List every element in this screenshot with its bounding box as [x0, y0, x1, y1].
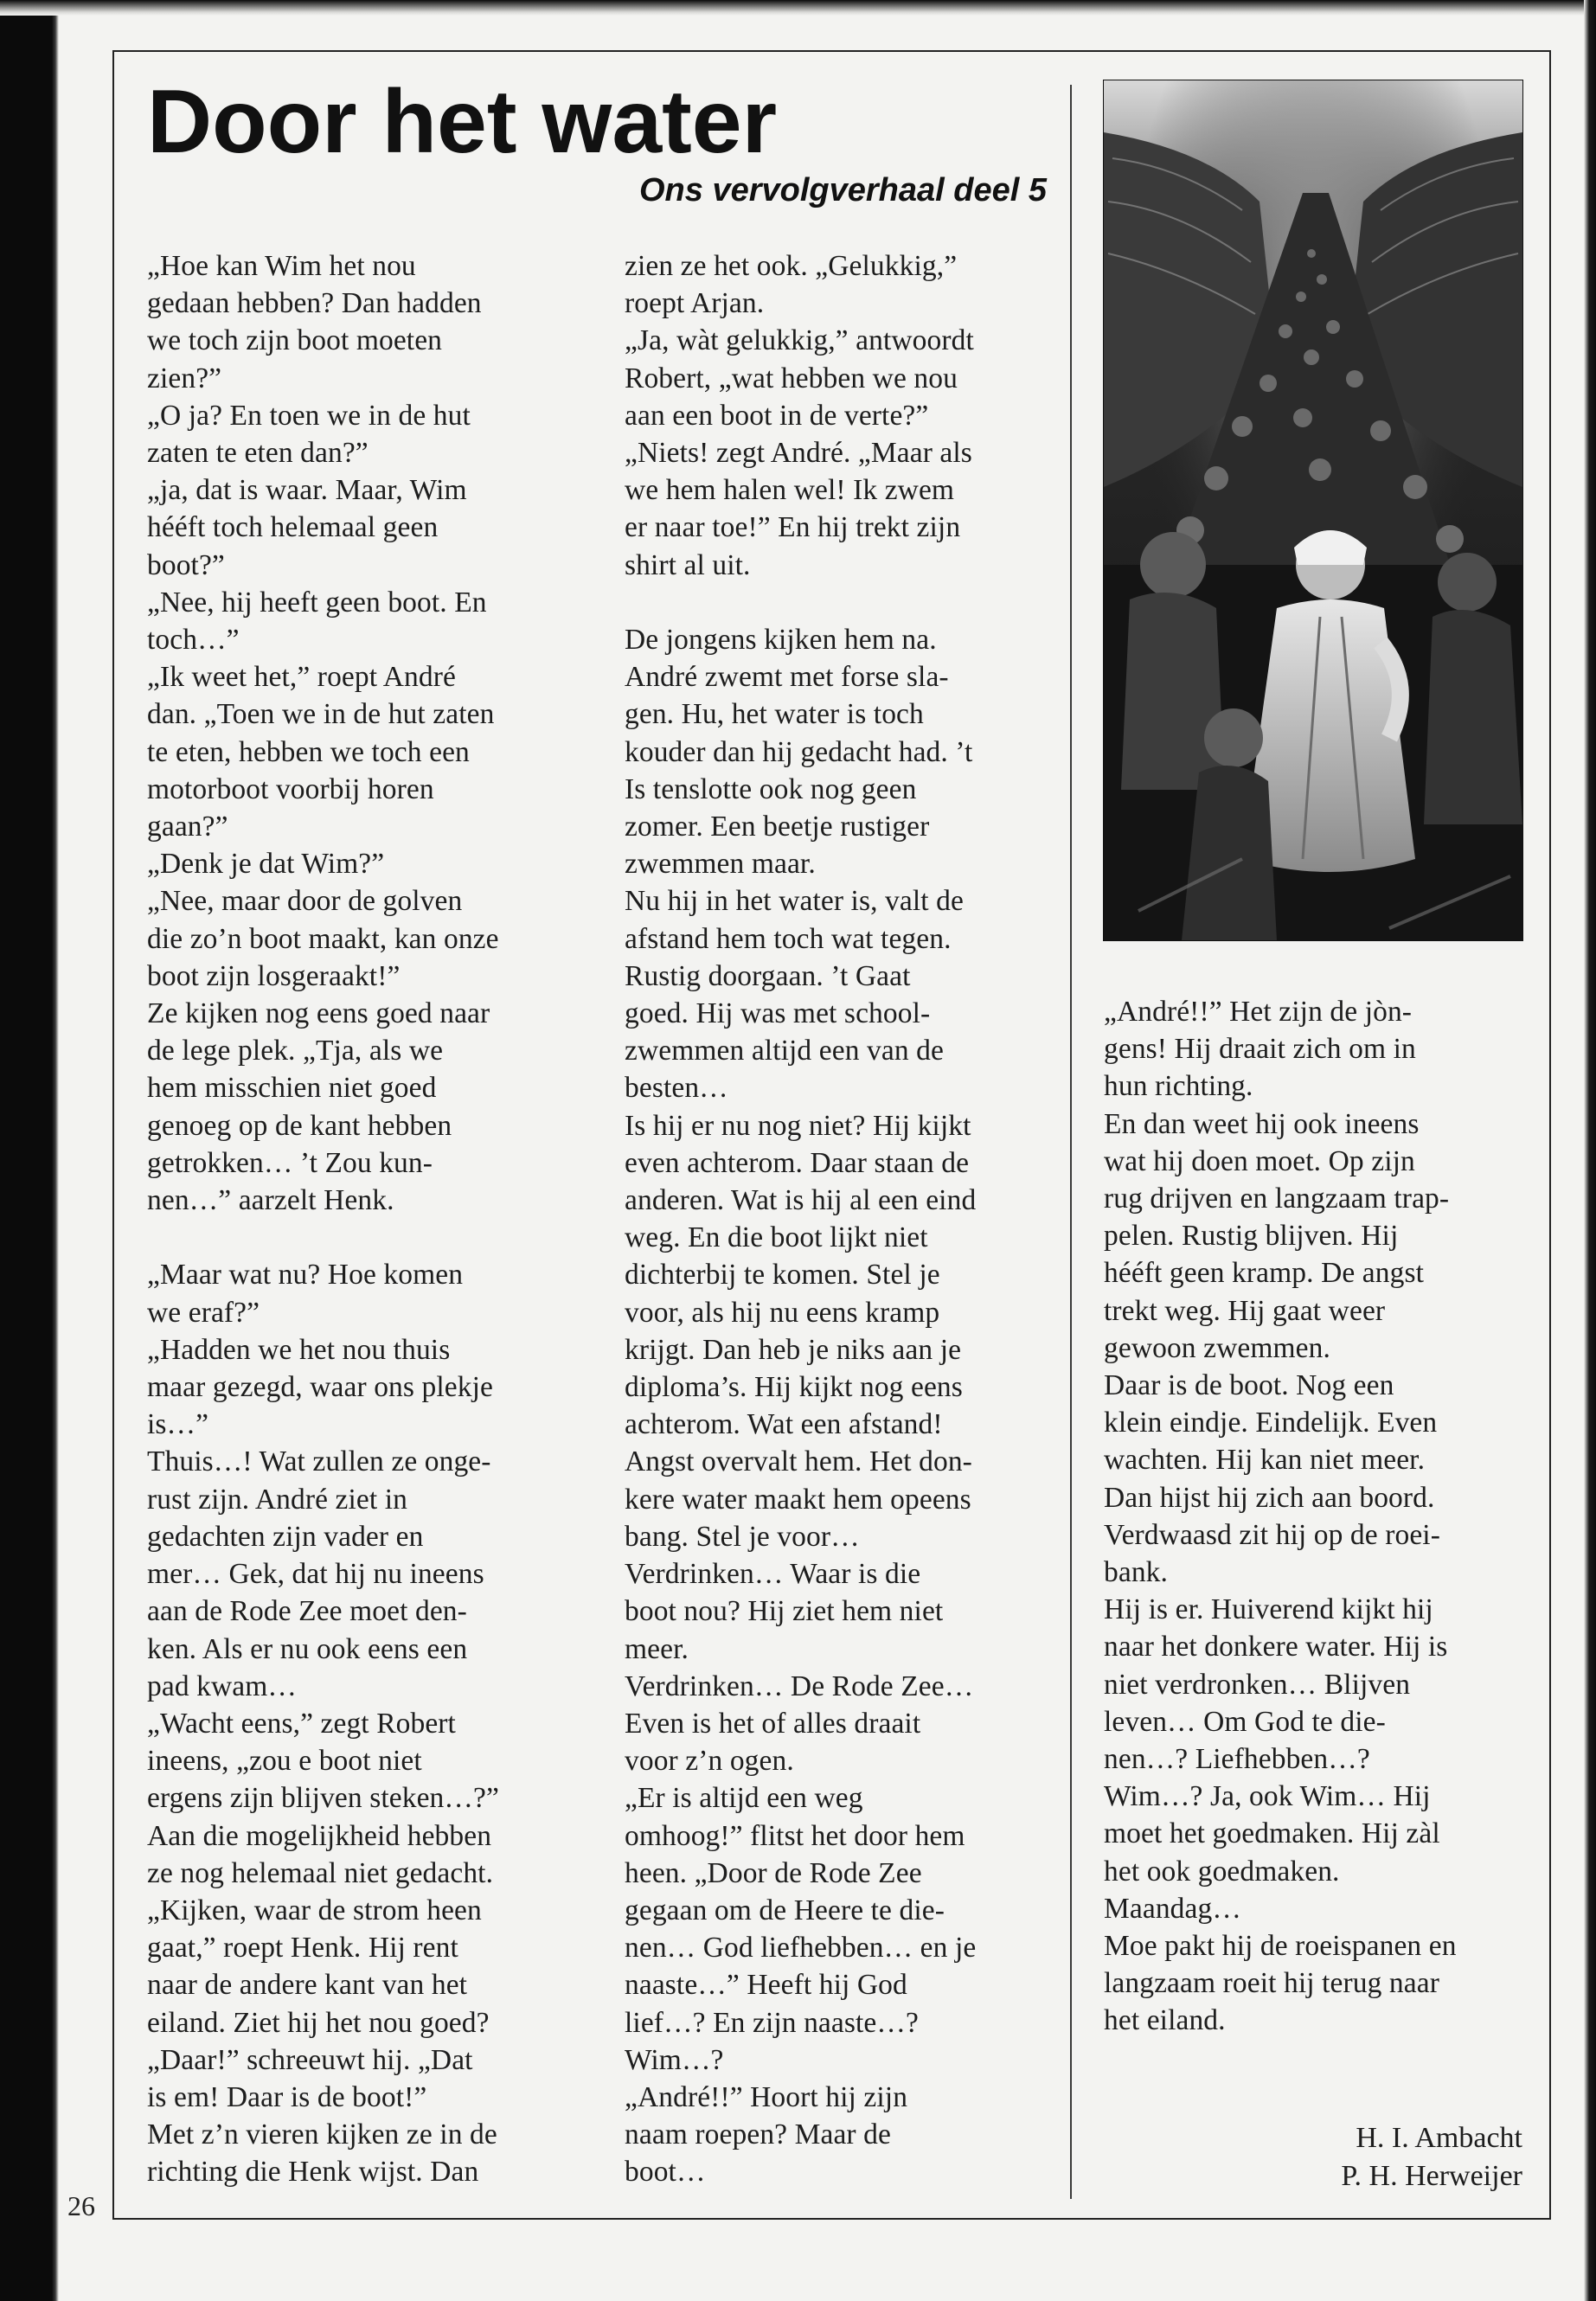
text-line: kouder dan hij gedacht had. ’t: [625, 735, 973, 768]
article-subtitle: Ons vervolgverhaal deel 5: [638, 172, 1047, 208]
text-line: naaste…” Heeft hij God: [625, 1969, 907, 2002]
text-line: zien ze het ook. „Gelukkig,”: [625, 250, 958, 282]
text-line: Aan die mogelijkheid hebben: [147, 1819, 492, 1852]
text-line: wachten. Hij kan niet meer.: [1104, 1444, 1426, 1477]
text-line: „Nee, maar door de golven: [147, 885, 463, 918]
text-line: zomer. Een beetje rustiger: [625, 811, 930, 843]
text-line: Is hij er nu nog niet? Hij kijkt: [625, 1109, 971, 1142]
text-line: Met z’n vieren kijken ze in de: [147, 2118, 497, 2151]
text-line: heen. „Door de Rode Zee: [625, 1856, 922, 1889]
text-line: goed. Hij was met school-: [625, 997, 931, 1030]
text-line: „ja, dat is waar. Maar, Wim: [147, 474, 467, 507]
text-line: Nu hij in het water is, valt de: [625, 885, 964, 918]
text-line: „Hoe kan Wim het nou: [147, 250, 416, 282]
text-column-2: [625, 247, 1048, 2191]
page-number: 26: [67, 2190, 95, 2221]
text-line: Hij is er. Huiverend kijkt hij: [1104, 1593, 1433, 1626]
text-line: diploma’s. Hij kijkt nog eens: [625, 1371, 963, 1404]
text-line: nen… God liefhebben… en je: [625, 1932, 977, 1965]
text-line: Rustig doorgaan. ’t Gaat: [625, 959, 911, 992]
text-line: gedachten zijn vader en: [147, 1520, 424, 1553]
text-line: we toch zijn boot moeten: [147, 324, 443, 357]
text-line: gegaan om de Heere te die-: [625, 1894, 945, 1926]
text-line: wat hij doen moet. Op zijn: [1104, 1144, 1415, 1177]
text-line: ineens, „zou e boot niet: [147, 1745, 422, 1778]
text-line: „Ja, wàt gelukkig,” antwoordt: [625, 324, 974, 357]
text-line: „André!!” Hoort hij zijn: [625, 2080, 908, 2113]
text-line: „Nee, hij heeft geen boot. En: [147, 586, 487, 619]
text-line: er naar toe!” En hij trekt zijn: [625, 511, 961, 544]
text-line: langzaam roeit hij terug naar: [1104, 1967, 1439, 2000]
text-line: „Er is altijd een weg: [625, 1782, 863, 1815]
text-line: pelen. Rustig blijven. Hij: [1104, 1220, 1399, 1253]
text-line: hééft geen kramp. De angst: [1104, 1257, 1425, 1290]
text-line: „Ik weet het,” roept André: [147, 661, 456, 694]
text-line: gens! Hij draait zich om in: [1104, 1033, 1416, 1066]
text-line: zwemmen maar.: [625, 848, 816, 881]
text-line: richting die Henk wijst. Dan: [147, 2156, 479, 2189]
text-line: Daar is de boot. Nog een: [1104, 1369, 1394, 1402]
text-line: pad kwam…: [147, 1670, 298, 1702]
scan-edge-left: [0, 0, 59, 2301]
text-line: aan een boot in de verte?”: [625, 399, 929, 432]
text-line: dichterbij te komen. Stel je: [625, 1259, 940, 1292]
author-name: H. I. Ambacht: [1356, 2122, 1522, 2154]
text-line: leven… Om God te die-: [1104, 1705, 1386, 1738]
text-line: „Kijken, waar de strom heen: [147, 1894, 482, 1926]
text-column-1: [147, 247, 562, 2191]
text-line: zwemmen altijd een van de: [625, 1035, 944, 1067]
text-line: En dan weet hij ook ineens: [1104, 1107, 1420, 1140]
text-line: gewoon zwemmen.: [1104, 1331, 1330, 1364]
text-line: te eten, hebben we toch een: [147, 735, 470, 768]
text-line: voor z’n ogen.: [625, 1745, 794, 1778]
text-line: [625, 584, 1048, 621]
text-line: gaan?”: [147, 811, 228, 843]
text-line: even achterom. Daar staan de: [625, 1146, 970, 1179]
text-line: Verdrinken… Waar is die: [625, 1558, 921, 1591]
text-line: rust zijn. André ziet in: [147, 1483, 408, 1516]
text-line: Angst overvalt hem. Het don-: [625, 1445, 972, 1478]
text-line: „Hadden we het nou thuis: [147, 1333, 451, 1366]
text-line: Wim…? Ja, ook Wim… Hij: [1104, 1780, 1431, 1813]
text-line: Is tenslotte ook nog geen: [625, 772, 917, 805]
text-line: ze nog helemaal niet gedacht.: [147, 1856, 494, 1889]
text-line: André zwemt met forse sla-: [625, 661, 949, 694]
text-line: toch…”: [147, 624, 240, 657]
text-line: gedaan hebben? Dan hadden: [147, 287, 482, 320]
text-line: bang. Stel je voor…: [625, 1520, 860, 1553]
text-line: „Wacht eens,” zegt Robert: [147, 1707, 456, 1740]
text-line: shirt al uit.: [625, 548, 751, 581]
text-line: lief…? En zijn naaste…?: [625, 2006, 919, 2039]
scan-edge-right: [1584, 0, 1596, 2301]
text-line: het ook goedmaken.: [1104, 1855, 1340, 1888]
text-line: boot nou? Hij ziet hem niet: [625, 1595, 944, 1628]
text-line: nen…? Liefhebben…?: [1104, 1743, 1370, 1776]
text-line: getrokken… ’t Zou kun-: [147, 1146, 433, 1179]
text-line: ergens zijn blijven steken…?”: [147, 1782, 499, 1815]
text-line: we eraf?”: [147, 1296, 260, 1329]
text-line: meer.: [625, 1632, 689, 1665]
text-line: zaten te eten dan?”: [147, 437, 369, 470]
text-line: is…”: [147, 1408, 209, 1441]
text-line: „Denk je dat Wim?”: [147, 848, 385, 881]
text-line: „Niets! zegt André. „Maar als: [625, 437, 972, 470]
column-divider: [1070, 85, 1072, 2199]
text-line: boot?”: [147, 548, 225, 581]
text-line: maar gezegd, waar ons plekje: [147, 1371, 493, 1404]
text-line: achterom. Wat een afstand!: [625, 1408, 943, 1441]
text-column-3: [1104, 993, 1536, 2040]
text-line: mer… Gek, dat hij nu ineens: [147, 1558, 484, 1591]
text-line: „O ja? En toen we in de hut: [147, 399, 471, 432]
text-line: naar het donkere water. Hij is: [1104, 1631, 1448, 1663]
text-line: eiland. Ziet hij het nou goed?: [147, 2006, 490, 2039]
text-line: moet het goedmaken. Hij zàl: [1104, 1817, 1440, 1850]
text-line: voor, als hij nu eens kramp: [625, 1296, 940, 1329]
text-line: niet verdronken… Blijven: [1104, 1668, 1411, 1701]
text-line: gaat,” roept Henk. Hij rent: [147, 1932, 458, 1965]
text-line: klein eindje. Eindelijk. Even: [1104, 1407, 1438, 1439]
article-title: Door het water: [147, 72, 778, 172]
text-line: trekt weg. Hij gaat weer: [1104, 1294, 1386, 1327]
text-line: Verdwaasd zit hij op de roei-: [1104, 1518, 1440, 1551]
text-line: Robert, „wat hebben we nou: [625, 362, 958, 394]
text-line: krijgt. Dan heb je niks aan je: [625, 1333, 962, 1366]
text-line: kere water maakt hem opeens: [625, 1483, 971, 1516]
text-line: rug drijven en langzaam trap-: [1104, 1183, 1450, 1215]
text-line: de lege plek. „Tja, als we: [147, 1035, 444, 1067]
text-line: weg. En die boot lijkt niet: [625, 1221, 928, 1254]
text-line: „Maar wat nu? Hoe komen: [147, 1259, 464, 1292]
text-line: „Daar!” schreeuwt hij. „Dat: [147, 2043, 473, 2076]
text-line: roept Arjan.: [625, 287, 765, 320]
red-sea-crossing-illustration: [1103, 80, 1523, 941]
text-line: genoeg op de kant hebben: [147, 1109, 452, 1142]
text-line: we hem halen wel! Ik zwem: [625, 474, 955, 507]
scan-edge-top: [0, 0, 1596, 16]
text-line: Even is het of alles draait: [625, 1707, 921, 1740]
text-line: is em! Daar is de boot!”: [147, 2080, 427, 2113]
text-line: De jongens kijken hem na.: [625, 624, 937, 657]
text-line: dan. „Toen we in de hut zaten: [147, 698, 495, 731]
text-line: omhoog!” flitst het door hem: [625, 1819, 965, 1852]
author-signature: [1151, 2119, 1522, 2195]
text-line: zien?”: [147, 362, 222, 394]
text-line: bank.: [1104, 1556, 1168, 1589]
text-line: Moe pakt hij de roeispanen en: [1104, 1930, 1457, 1963]
text-line: nen…” aarzelt Henk.: [147, 1184, 394, 1217]
text-line: gen. Hu, het water is toch: [625, 698, 924, 731]
text-line: motorboot voorbij horen: [147, 772, 434, 805]
text-line: anderen. Wat is hij al een eind: [625, 1184, 977, 1217]
text-line: boot…: [625, 2156, 706, 2189]
text-line: hun richting.: [1104, 1070, 1253, 1103]
text-line: Wim…?: [625, 2043, 724, 2076]
text-line: Maandag…: [1104, 1892, 1241, 1925]
text-line: [147, 1219, 562, 1256]
text-line: naar de andere kant van het: [147, 1969, 468, 2002]
text-line: „André!!” Het zijn de jòn-: [1104, 996, 1413, 1028]
text-line: besten…: [625, 1072, 728, 1105]
text-line: boot zijn losgeraakt!”: [147, 959, 401, 992]
text-line: hééft toch helemaal geen: [147, 511, 439, 544]
text-line: het eiland.: [1104, 2004, 1226, 2037]
text-line: Dan hijst hij zich aan boord.: [1104, 1481, 1435, 1514]
text-line: hem misschien niet goed: [147, 1072, 437, 1105]
text-line: Verdrinken… De Rode Zee…: [625, 1670, 974, 1702]
text-line: aan de Rode Zee moet den-: [147, 1595, 467, 1628]
author-name: P. H. Herweijer: [1341, 2160, 1522, 2192]
text-line: Ze kijken nog eens goed naar: [147, 997, 490, 1030]
text-line: Thuis…! Wat zullen ze onge-: [147, 1445, 491, 1478]
red-sea-crossing-image: [1104, 80, 1522, 940]
text-line: ken. Als er nu ook eens een: [147, 1632, 468, 1665]
text-line: afstand hem toch wat tegen.: [625, 922, 952, 955]
text-line: die zo’n boot maakt, kan onze: [147, 922, 499, 955]
text-line: naam roepen? Maar de: [625, 2118, 891, 2151]
